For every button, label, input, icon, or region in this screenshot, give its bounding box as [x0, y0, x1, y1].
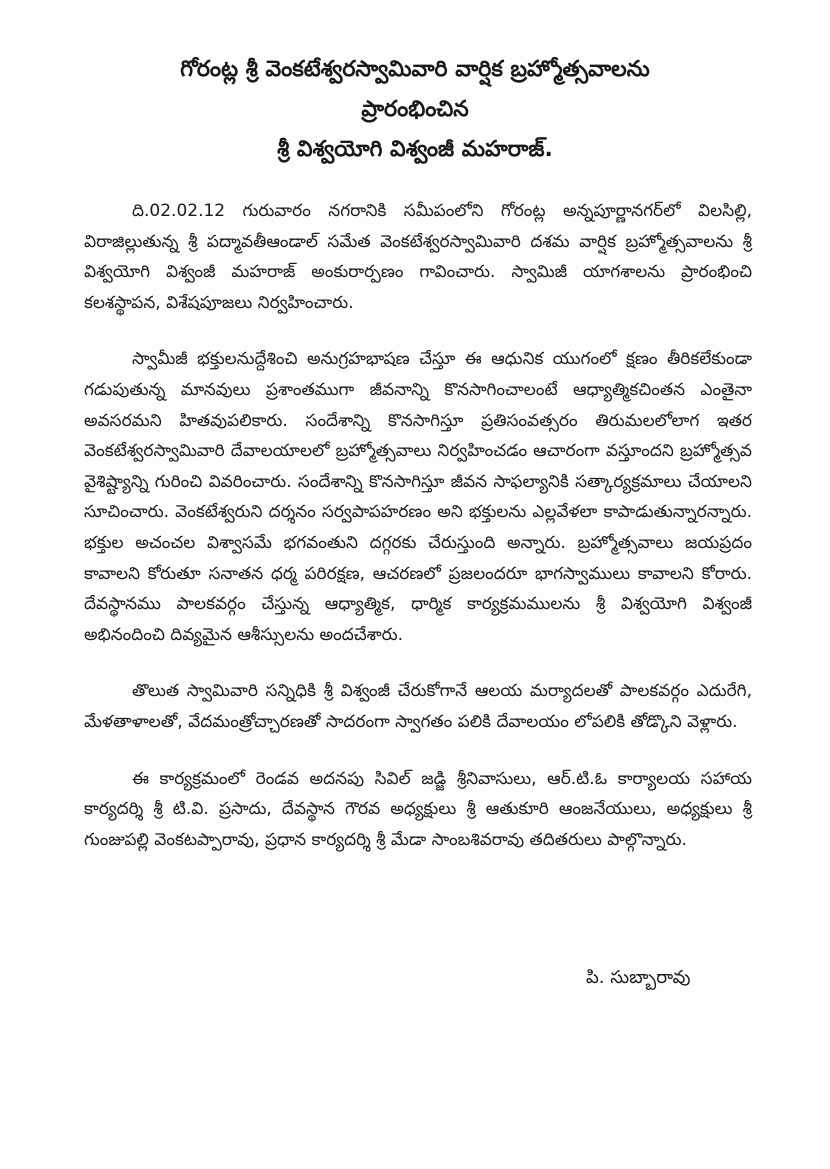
document-body	[84, 196, 752, 881]
paragraph-welcome: తొలుత స్వామివారి సన్నిధికి శ్రీ విశ్వంజీ చేరుకోగానే ఆలయ మర్యాదలతో పాలకవర్గం ఎదురేగి, మేళతాళాలతో, వేదమంత్రోచ్చారణతో సాదరంగా స్వాగతం పలికి దేవాలయం లోపలికి తోడ్కొని వెళ్లారు.	[84, 681, 752, 732]
document-title	[60, 50, 770, 170]
title-line-3: శ్రీ విశ్వయోగి విశ్వంజీ మహరాజ్.	[277, 137, 553, 162]
title-line-2: ప్రారంభించిన	[361, 97, 469, 122]
title-line-1: గోరంట్ల శ్రీ వెంకటేశ్వరస్వామివారి వార్షిక బ్రహ్మోత్సవాలను	[180, 57, 650, 82]
paragraph-opening: ది.02.02.12 గురువారం నగరానికి సమీపంలోని గోరంట్ల అన్నపూర్ణానగర్‌లో విలసిల్లి, విరాజిల్లుతున్న శ్రీ పద్మావతీఆండాల్ సమేత వెంకటేశ్వరస్వామివారి దశమ వార్షిక బ్రహ్మోత్సవాలను శ్రీ విశ్వయోగి విశ్వంజీ మహరాజ్ అంకురార్పణం గావించారు. స్వామిజీ యాగశాలను ప్రారంభించి కలశస్థాపన, విశేషపూజలు నిర్వహించారు.	[84, 201, 752, 313]
signature: పి. సుబ్బారావు	[586, 967, 691, 988]
paragraph-attendees: ఈ కార్యక్రమంలో రెండవ అదనపు సివిల్ జడ్జి శ్రీనివాసులు, ఆర్.టి.ఓ కార్యాలయ సహాయ కార్యదర్శి శ్రీ టి.వి. ప్రసాదు, దేవస్థాన గౌరవ అధ్యక్షులు శ్రీ ఆతుకూరి ఆంజనేయులు, అధ్యక్షులు శ్రీ గుంజుపల్లి వెంకటప్పారావు, ప్రధాన కార్యదర్శి శ్రీ మేడా సాంబశివరావు తదితరులు పాల్గొన్నారు.	[84, 768, 752, 850]
paragraph-address: స్వామీజీ భక్తులనుద్దేశించి అనుగ్రహభాషణ చేస్తూ ఈ ఆధునిక యుగంలో క్షణం తీరికలేకుండా గడుపుతున్న మానవులు ప్రశాంతముగా జీవనాన్ని కొనసాగించాలంటే ఆధ్యాత్మికచింతన ఎంతైనా అవసరమని హితవుపలికారు. సందేశాన్ని కొనసాగిస్తూ ప్రతిసంవత్సరం తిరుమలలోలాగ ఇతర వెంకటేశ్వరస్వామివారి దేవాలయాలలో బ్రహ్మోత్సవాలు నిర్వహించడం ఆచారంగా వస్తూందని బ్రహ్మోత్సవ వైశిష్ట్యాన్ని గురించి వివరించారు. సందేశాన్ని కొనసాగిస్తూ జీవన సాఫల్యానికి సత్కార్యక్రమాలు చేయాలని సూచించారు. వెంకటేశ్వరుని దర్శనం సర్వపాపహరణం అని భక్తులను ఎల్లవేళలా కాపాడుతున్నారన్నారు. భక్తుల అచంచల విశ్వాసమే భగవంతుని దగ్గరకు చేరుస్తుంది అన్నారు. బ్రహ్మోత్సవాలు జయప్రదం కావాలని కోరుతూ సనాతన ధర్మ పరిరక్షణ, ఆచరణలో ప్రజలందరూ భాగస్వాములు కావాలని కోరారు. దేవస్థానము పాలకవర్గం చేస్తున్న ఆధ్యాత్మిక, ధార్మిక కార్యక్రమములను శ్రీ విశ్వయోగి విశ్వంజీ అభినందించి దివ్యమైన ఆశీస్సులను అందచేశారు.	[84, 349, 752, 645]
